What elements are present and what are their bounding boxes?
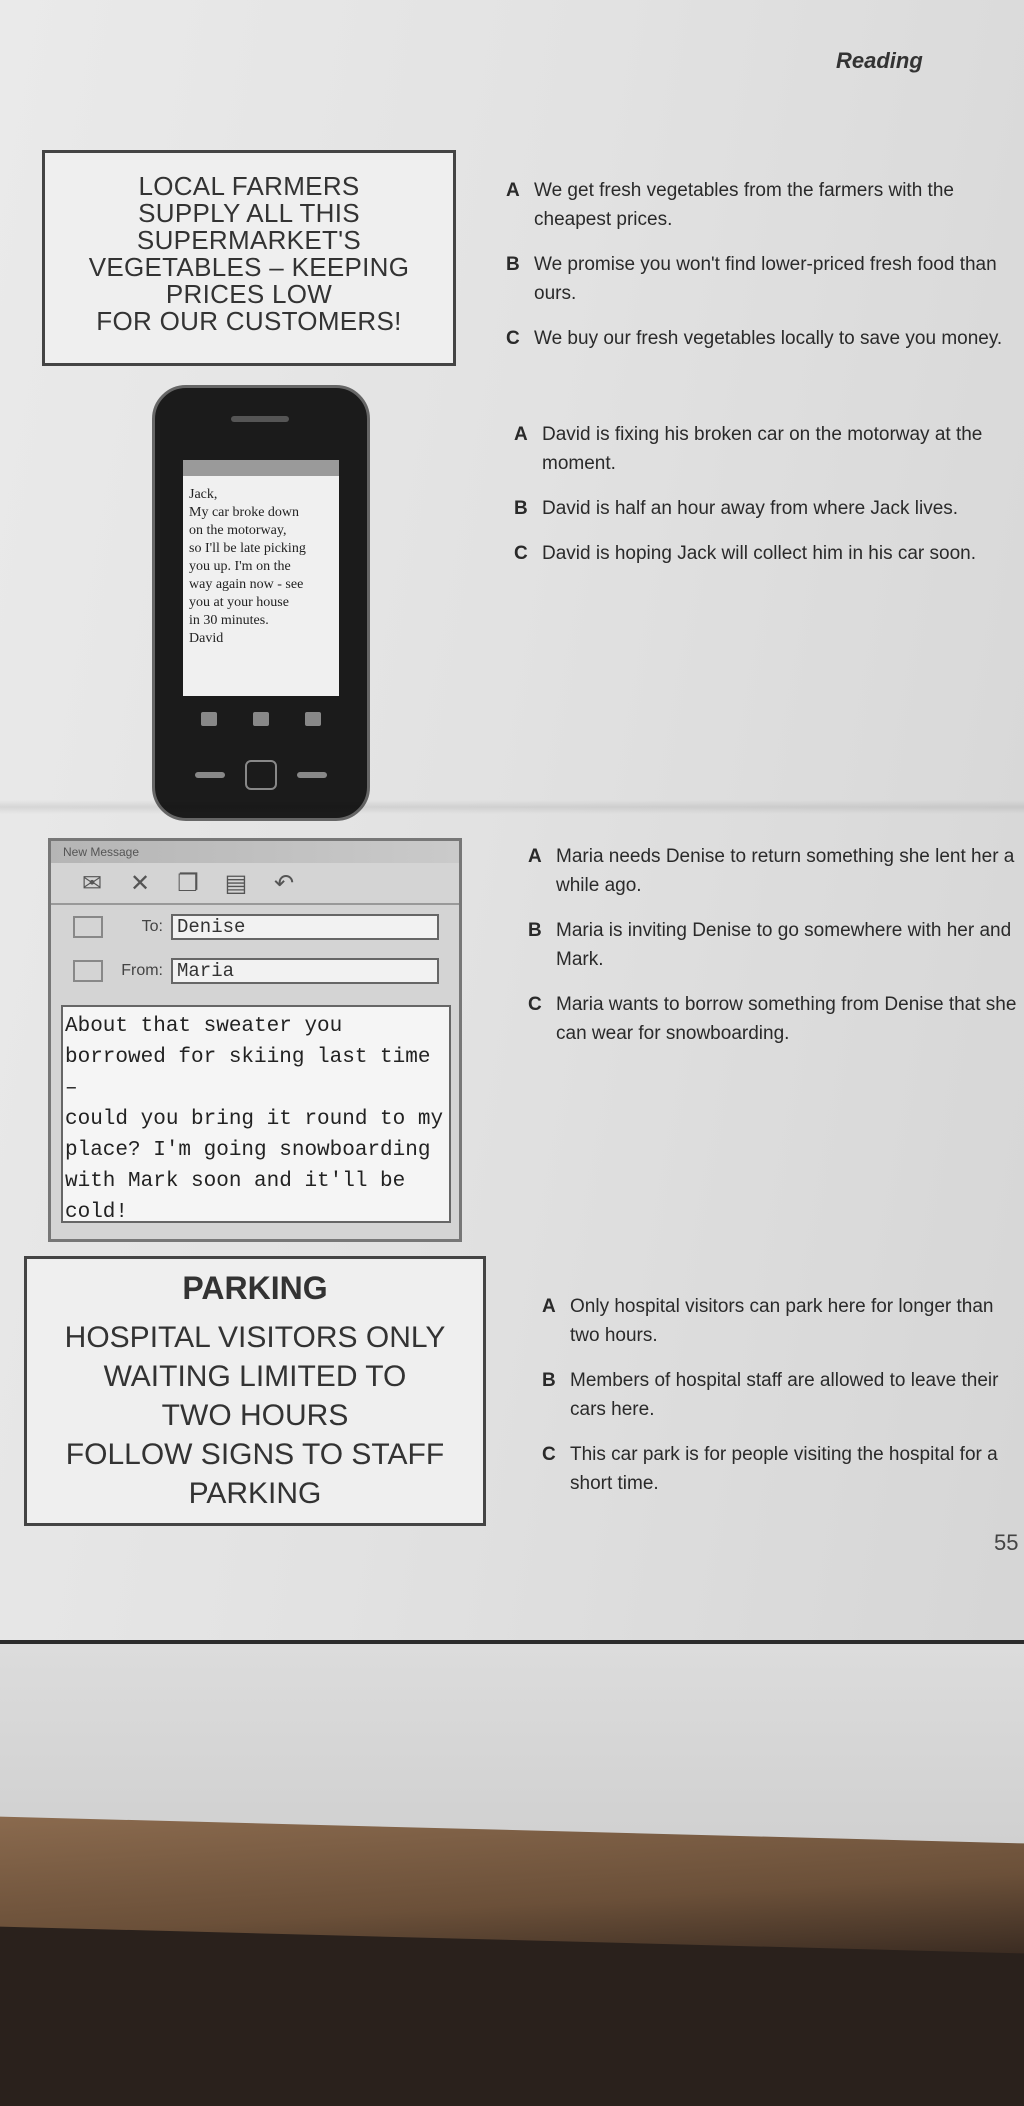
call-key-icon xyxy=(195,772,225,778)
option-text: We promise you won't find lower-priced fresh food than ours. xyxy=(534,254,997,304)
running-head: Reading xyxy=(836,48,923,73)
option-text: Members of hospital staff are allowed to leave their cars here. xyxy=(570,1370,999,1420)
body-line: borrowed for skiing last time – xyxy=(65,1046,431,1100)
notice-line: LOCAL FARMERS xyxy=(138,171,360,201)
menu-key-icon xyxy=(245,760,277,790)
sms-line: Jack, xyxy=(189,487,218,502)
option-text: David is hoping Jack will collect him in his car soon. xyxy=(542,543,977,564)
text-message xyxy=(183,476,339,648)
option-letter: A xyxy=(506,180,520,201)
parking-sign xyxy=(24,1256,486,1526)
status-bar xyxy=(183,460,339,476)
sms-line: you at your house xyxy=(189,595,289,610)
option-letter: A xyxy=(528,846,542,867)
option-letter: C xyxy=(542,1444,556,1465)
sign-line: FOLLOW SIGNS TO STAFF xyxy=(65,1438,445,1471)
sms-line: you up. I'm on the xyxy=(189,559,291,574)
option-letter: B xyxy=(506,254,520,275)
sender-icon xyxy=(73,960,103,982)
body-line: with Mark soon and it'll be xyxy=(65,1170,406,1193)
mobile-phone xyxy=(152,385,370,821)
q1-options xyxy=(506,176,1006,369)
soft-key-icon xyxy=(201,712,217,726)
option-a xyxy=(528,842,1024,900)
sms-line: way again now - see xyxy=(189,577,304,592)
option-text: Maria needs Denise to return something she lent her a while ago. xyxy=(556,846,1015,896)
option-letter: A xyxy=(542,1296,556,1317)
email-window xyxy=(48,838,462,1242)
sms-line: so I'll be late picking xyxy=(189,541,306,556)
option-letter: B xyxy=(514,498,528,519)
email-body xyxy=(61,1005,451,1223)
option-c xyxy=(514,539,1014,568)
phone-keys xyxy=(195,758,327,792)
option-b xyxy=(528,916,1024,974)
q3-options xyxy=(528,842,1024,1064)
sign-line: WAITING LIMITED TO xyxy=(103,1360,407,1393)
to-label: To: xyxy=(141,918,163,935)
option-c xyxy=(506,324,1006,353)
sign-line: PARKING xyxy=(188,1477,322,1510)
speaker-grille xyxy=(231,416,289,422)
body-line: cold! xyxy=(65,1201,129,1224)
supermarket-notice xyxy=(42,150,456,366)
sign-line: TWO HOURS xyxy=(161,1399,349,1432)
address-book-icon xyxy=(73,916,103,938)
page-fold xyxy=(0,800,1024,814)
sign-title: PARKING xyxy=(182,1270,328,1306)
option-letter: C xyxy=(506,328,520,349)
option-c xyxy=(528,990,1024,1048)
option-a xyxy=(542,1292,1012,1350)
option-b xyxy=(514,494,1014,523)
option-text: David is fixing his broken car on the motorway at the moment. xyxy=(542,424,983,474)
body-line: About that sweater you xyxy=(65,1015,343,1038)
phone-screen xyxy=(183,460,339,696)
to-row xyxy=(51,905,459,949)
option-letter: B xyxy=(528,920,542,941)
notice-line: VEGETABLES – KEEPING xyxy=(88,252,410,282)
from-row xyxy=(51,949,459,993)
option-letter: C xyxy=(528,994,542,1015)
body-line: place? I'm going snowboarding xyxy=(65,1139,431,1162)
page-number: 55 xyxy=(994,1530,1019,1555)
to-field: Denise xyxy=(171,914,439,940)
sms-line: on the motorway, xyxy=(189,523,287,538)
option-text: We get fresh vegetables from the farmers with the cheapest prices. xyxy=(534,180,954,230)
soft-key-icon xyxy=(253,712,269,726)
notice-line: PRICES LOW xyxy=(165,279,333,309)
option-b xyxy=(506,250,1006,308)
option-text: We buy our fresh vegetables locally to save you money. xyxy=(534,328,1003,349)
option-text: This car park is for people visiting the hospital for a short time. xyxy=(570,1444,998,1494)
from-label: From: xyxy=(121,962,163,979)
option-a xyxy=(514,420,1014,478)
cut-icon: ✕ xyxy=(129,869,151,897)
paste-icon: ▤ xyxy=(224,869,248,897)
undo-icon: ↶ xyxy=(273,869,295,897)
notice-line: SUPPLY ALL THIS xyxy=(138,198,360,228)
body-line: could you bring it round to my xyxy=(65,1108,444,1131)
email-toolbar xyxy=(51,863,459,905)
copy-icon: ❐ xyxy=(177,869,199,897)
option-b xyxy=(542,1366,1012,1424)
notice-line: FOR OUR CUSTOMERS! xyxy=(96,306,402,336)
option-text: Maria is inviting Denise to go somewhere with her and Mark. xyxy=(556,920,1012,970)
q4-options xyxy=(542,1292,1012,1514)
option-letter: C xyxy=(514,543,528,564)
sms-line: David xyxy=(189,631,224,646)
option-text: Maria wants to borrow something from Denise that she can wear for snowboarding. xyxy=(556,994,1017,1044)
soft-key-icon xyxy=(305,712,321,726)
end-key-icon xyxy=(297,772,327,778)
option-text: Only hospital visitors can park here for longer than two hours. xyxy=(570,1296,994,1346)
sms-line: My car broke down xyxy=(189,505,300,520)
notice-line: SUPERMARKET'S xyxy=(136,225,362,255)
q2-options xyxy=(514,420,1014,584)
sms-line: in 30 minutes. xyxy=(189,613,269,628)
sign-line: HOSPITAL VISITORS ONLY xyxy=(64,1321,446,1354)
option-c xyxy=(542,1440,1012,1498)
window-title: New Message xyxy=(51,841,459,863)
option-letter: B xyxy=(542,1370,556,1391)
send-icon: ✉ xyxy=(81,869,103,897)
option-text: David is half an hour away from where Jack lives. xyxy=(542,498,959,519)
from-field: Maria xyxy=(171,958,439,984)
option-a xyxy=(506,176,1006,234)
soft-keys xyxy=(183,706,339,732)
option-letter: A xyxy=(514,424,528,445)
